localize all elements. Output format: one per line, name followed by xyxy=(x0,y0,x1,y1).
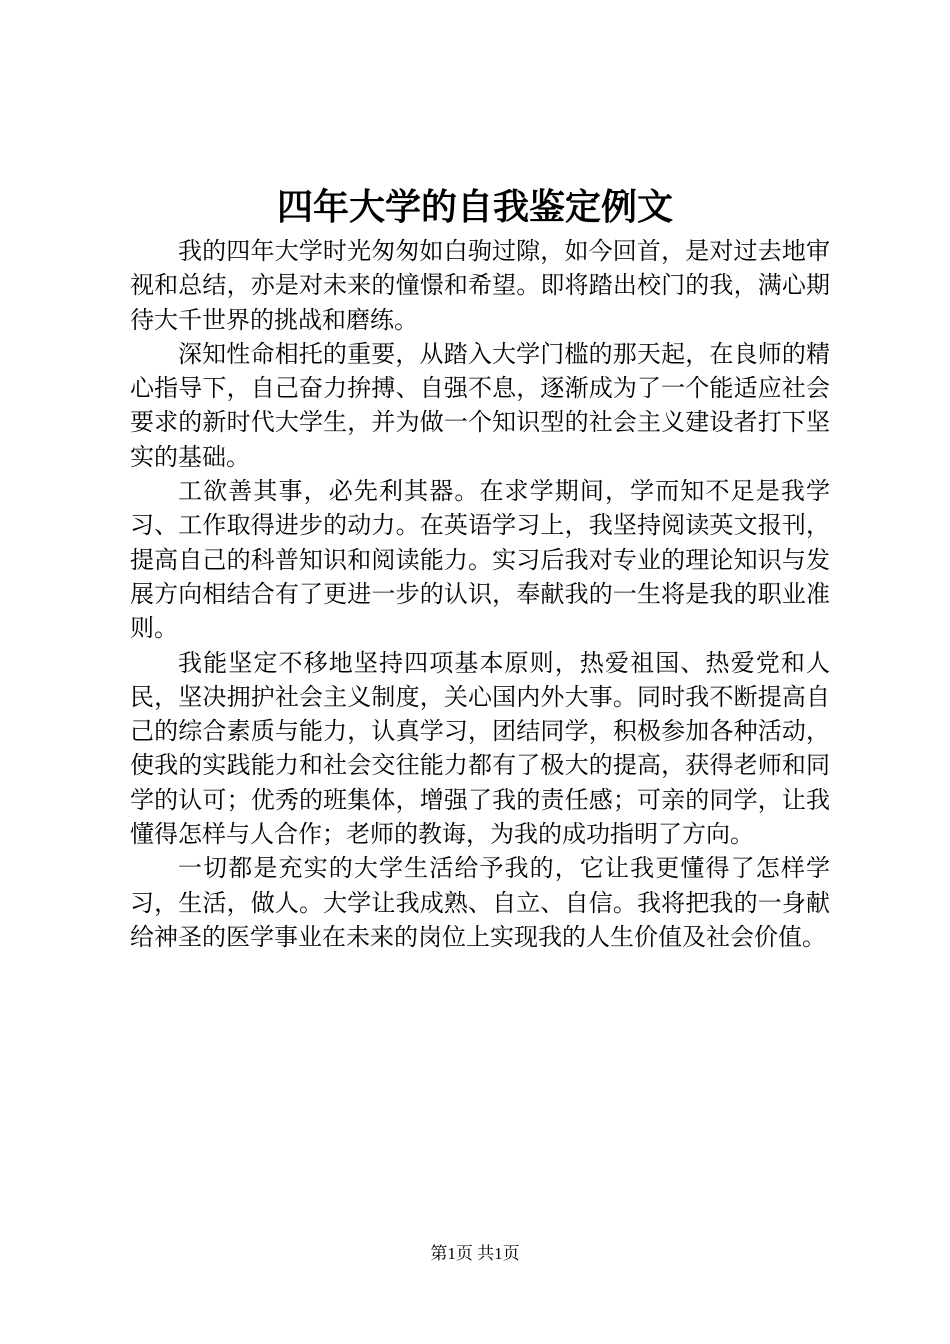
paragraph: 我的四年大学时光匆匆如白驹过隙，如今回首，是对过去地审视和总结，亦是对未来的憧憬和希望。即将踏出校门的我，满心期待大千世界的挑战和磨练。 xyxy=(130,237,830,334)
paragraph: 一切都是充实的大学生活给予我的，它让我更懂得了怎样学习，生活，做人。大学让我成熟、自立、自信。我将把我的一身献给神圣的医学事业在未来的岗位上实现我的人生价值及社会价值。 xyxy=(130,854,830,951)
paragraph: 深知性命相托的重要，从踏入大学门槛的那天起，在良师的精心指导下，自己奋力拚搏、自强不息，逐渐成为了一个能适应社会要求的新时代大学生，并为做一个知识型的社会主义建设者打下坚实的基础。 xyxy=(130,339,830,471)
document-title: 四年大学的自我鉴定例文 xyxy=(276,187,673,228)
page-number-footer: 第1页 共1页 xyxy=(430,1244,520,1263)
paragraph: 工欲善其事，必先利其器。在求学期间，学而知不足是我学习、工作取得进步的动力。在英语学习上，我坚持阅读英文报刊，提高自己的科普知识和阅读能力。实习后我对专业的理论知识与发展方向相结合有了更进一步的认识，奉献我的一生将是我的职业准则。 xyxy=(130,477,830,643)
paragraph: 我能坚定不移地坚持四项基本原则，热爱祖国、热爱党和人民，坚决拥护社会主义制度，关心国内外大事。同时我不断提高自己的综合素质与能力，认真学习，团结同学，积极参加各种活动，使我的实践能力和社会交往能力都有了极大的提高，获得老师和同学的认可；优秀的班集体，增强了我的责任感；可亲的同学，让我懂得怎样与人合作；老师的教诲，为我的成功指明了方向。 xyxy=(130,648,830,849)
document-body xyxy=(130,234,830,954)
